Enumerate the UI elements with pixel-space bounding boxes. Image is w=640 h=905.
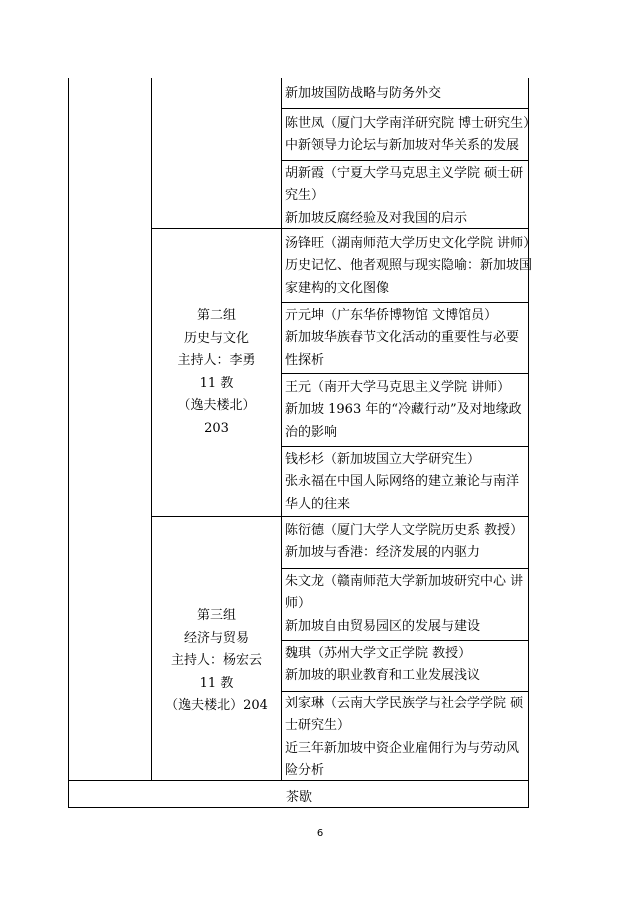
entry-line: 历史记忆、他者观照与现实隐喻：新加坡国 bbox=[285, 258, 533, 274]
entry-line: 险分析 bbox=[285, 763, 325, 779]
entry-line: 胡新霞（宁夏大学马克思主义学院 硕士研 bbox=[285, 166, 524, 181]
entry-qian-shanshan bbox=[285, 449, 519, 516]
entry-line: 汤锋旺（湖南师范大学历史文化学院 讲师） bbox=[285, 236, 537, 251]
entry-line: 近三年新加坡中资企业雇佣行为与劳动风 bbox=[285, 740, 520, 756]
entry-wei-qi bbox=[285, 643, 480, 688]
row-divider bbox=[281, 160, 529, 161]
entry-line: 新加坡自由贸易园区的发展与建设 bbox=[285, 618, 481, 634]
group2-label bbox=[152, 305, 281, 440]
entry-line: 刘家琳（云南大学民族学与社会学学院 硕 bbox=[285, 696, 524, 711]
entry-line: 张永福在中国人际网络的建立兼论与南洋 bbox=[285, 474, 520, 490]
table-col-divider-2 bbox=[281, 78, 282, 780]
row-divider bbox=[281, 302, 529, 303]
group-building: 11 教 bbox=[199, 675, 234, 691]
entry-line: 新加坡与香港：经济发展的内驱力 bbox=[285, 545, 481, 561]
entry-line: 性探析 bbox=[285, 352, 325, 368]
group-name: 第二组 bbox=[196, 308, 236, 323]
group-topic: 历史与文化 bbox=[183, 330, 249, 346]
entry-line: 陈衍德（厦门大学人文学院历史系 教授） bbox=[285, 523, 524, 538]
entry-line: 朱文龙（赣南师范大学新加坡研究中心 讲 bbox=[285, 574, 524, 589]
entry-tang-fengwang bbox=[285, 233, 536, 300]
row-divider bbox=[281, 108, 529, 109]
group-topic: 经济与贸易 bbox=[183, 630, 249, 646]
entry-qi-yuankun bbox=[285, 305, 519, 372]
entry-line: 师） bbox=[285, 596, 312, 612]
entry-line: 亓元坤（广东华侨博物馆 文博馆员） bbox=[285, 308, 498, 323]
group3-label bbox=[152, 605, 281, 718]
entry-line: 中新领导力论坛与新加坡对华关系的发展 bbox=[285, 138, 520, 154]
entry-line: 华人的往来 bbox=[285, 496, 351, 512]
entry-line: 新加坡华族春节文化活动的重要性与必要 bbox=[285, 330, 520, 346]
row-divider bbox=[281, 568, 529, 569]
row-divider bbox=[281, 691, 529, 692]
entry-line: 魏琪（苏州大学文正学院 教授） bbox=[285, 646, 472, 661]
group-location: （逸夫楼北）204 bbox=[165, 698, 268, 713]
entry-line: 王元（南开大学马克思主义学院 讲师） bbox=[285, 380, 511, 395]
table-left-border bbox=[68, 78, 69, 808]
page-number: 6 bbox=[316, 828, 324, 839]
group-host: 主持人：杨宏云 bbox=[170, 653, 262, 668]
group-location: （逸夫楼北） bbox=[177, 398, 256, 413]
entry-line: 家建构的文化图像 bbox=[285, 280, 390, 296]
entry-line: 陈世凤（厦门大学南洋研究院 博士研究生） bbox=[285, 116, 537, 131]
entry-line: 究生） bbox=[285, 188, 325, 204]
row-divider bbox=[281, 373, 529, 374]
entry-zhu-wenlong bbox=[285, 571, 523, 638]
entry-chen-yande bbox=[285, 520, 523, 565]
group-building: 11 教 bbox=[199, 375, 234, 391]
entry-line: 新加坡 1963 年的“冷藏行动”及对地缘政 bbox=[285, 402, 522, 418]
tea-break-label: 茶歇 bbox=[285, 790, 312, 805]
row-divider bbox=[281, 446, 529, 447]
entry-line: 钱杉杉（新加坡国立大学研究生） bbox=[285, 452, 481, 467]
entry-line: 新加坡的职业教育和工业发展浅议 bbox=[285, 668, 481, 684]
group-room: 203 bbox=[204, 420, 229, 436]
entry-liu-jialin bbox=[285, 693, 523, 783]
group-name: 第三组 bbox=[196, 608, 236, 623]
entry-line: 治的影响 bbox=[285, 424, 338, 440]
row-divider bbox=[281, 640, 529, 641]
table-right-border bbox=[528, 78, 529, 808]
entry-hu-xinxia bbox=[285, 163, 523, 230]
entry-line: 士研究生） bbox=[285, 718, 351, 734]
entry-line: 新加坡反腐经验及对我国的启示 bbox=[285, 210, 468, 226]
entry-chen-shifeng bbox=[285, 113, 536, 158]
entry-wang-yuan bbox=[285, 377, 522, 444]
entry-title: 新加坡国防战略与防务外交 bbox=[285, 86, 442, 101]
group-host: 主持人：李勇 bbox=[177, 353, 256, 368]
